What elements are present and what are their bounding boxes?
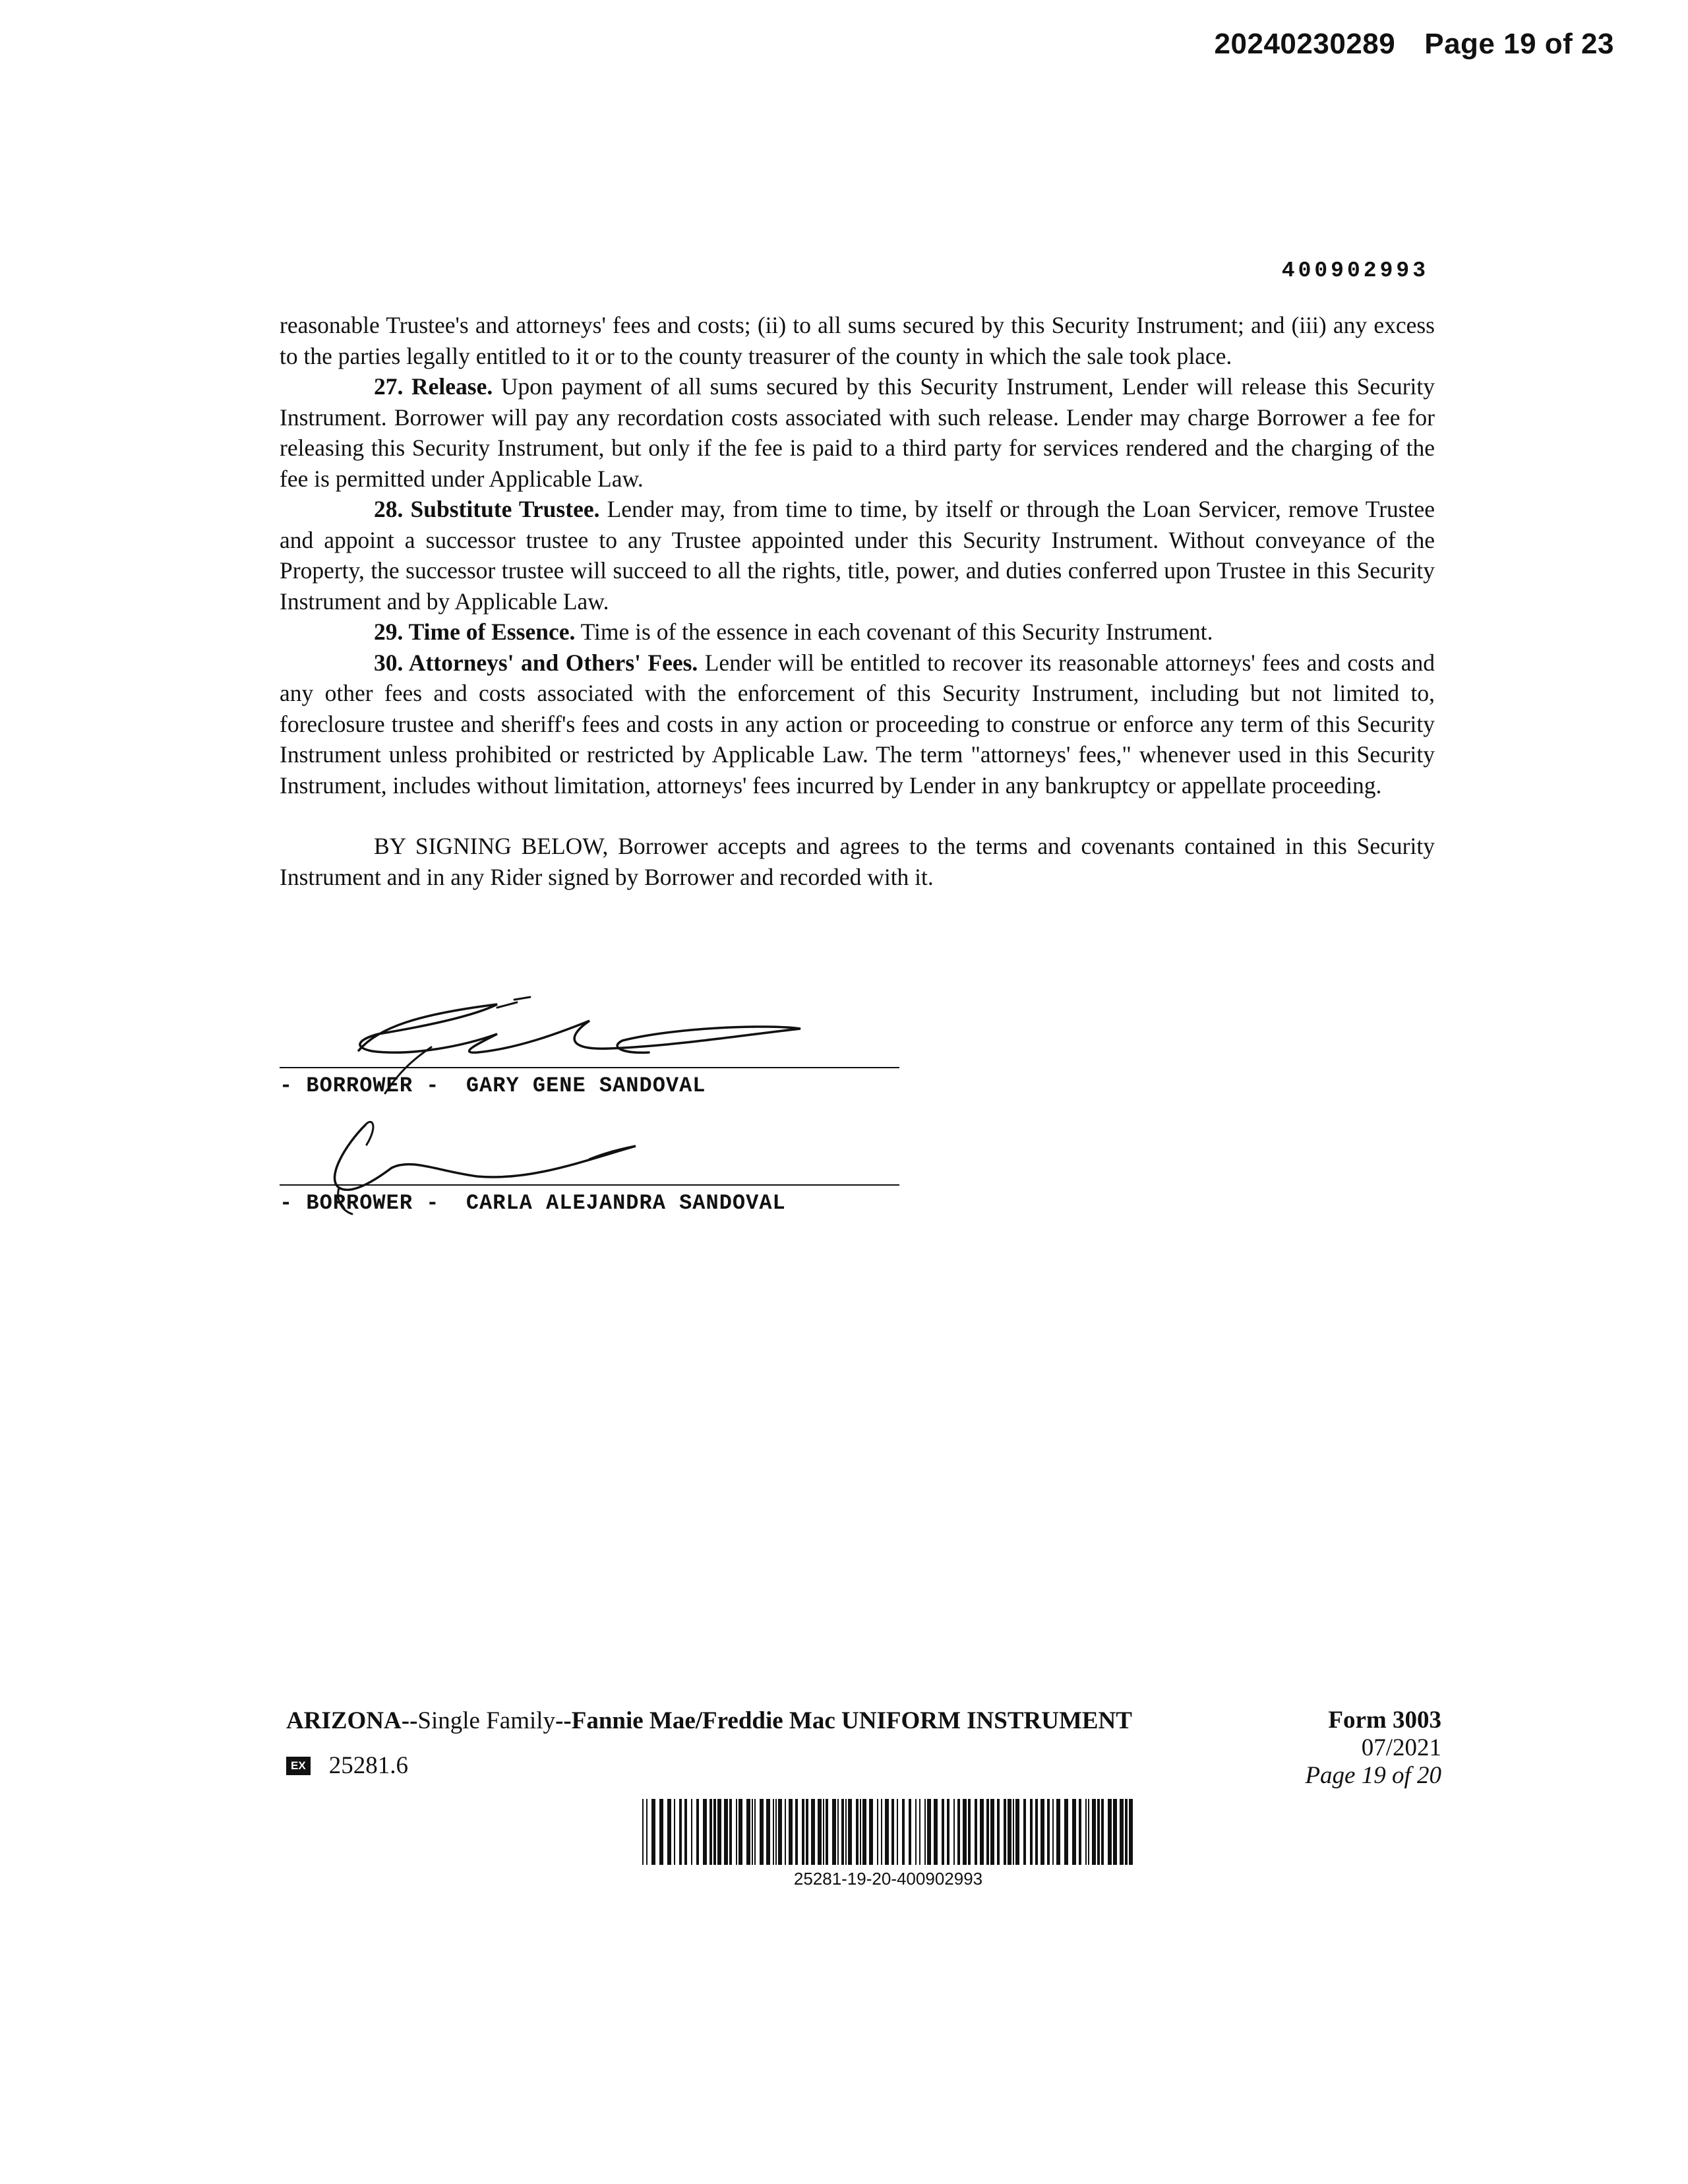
handwritten-signature-carla [280,1105,899,1184]
footer-state: ARIZONA [286,1707,402,1734]
footer-separator: -- [555,1707,572,1734]
section-28-substitute-trustee [280,494,1435,617]
handwritten-signature-gary [280,988,899,1067]
footer-instrument-title [286,1707,1132,1735]
barcode [642,1799,1134,1889]
loan-number: 400902993 [1281,258,1429,283]
signature-block-borrower-2 [280,1105,899,1215]
recording-number: 20240230289 [1214,28,1396,60]
section-29-text: Time is of the essence in each covenant of this Security Instrument. [575,619,1213,645]
footer-form-info [1305,1707,1441,1790]
signature-area [280,988,899,1067]
section-29-heading: 29. Time of Essence. [374,619,576,645]
section-30-attorneys-fees [280,648,1435,801]
footer-doc-code [286,1751,408,1780]
section-27-heading: 27. Release. [374,373,493,400]
recording-page-label: Page 19 of 23 [1424,28,1614,60]
signature-area [280,1105,899,1184]
footer-separator: -- [401,1707,418,1734]
signature-label-borrower-1: - BORROWER - GARY GENE SANDOVAL [280,1074,706,1098]
signature-block-borrower-1 [280,988,899,1098]
section-29-time-of-essence [280,617,1435,648]
barcode-text: 25281-19-20-400902993 [793,1869,983,1889]
form-page: Page 19 of 20 [1305,1762,1441,1789]
doc-code: 25281.6 [328,1752,408,1779]
signature-label-borrower-2: - BORROWER - CARLA ALEJANDRA SANDOVAL [280,1191,786,1215]
footer-instrument: Fannie Mae/Freddie Mac UNIFORM INSTRUMENT [571,1707,1132,1734]
section-28-heading: 28. Substitute Trustee. [374,496,600,522]
footer-family: Single Family [417,1707,556,1734]
section-27-release [280,371,1435,494]
ex-badge-icon: EX [286,1757,311,1775]
form-name: Form 3003 [1328,1707,1441,1734]
barcode-icon [642,1799,1134,1865]
document-body [280,310,1435,892]
signature-line [280,1067,899,1068]
section-28-text: Lender may, from time to time, by itself or through the Loan Servicer, remove Trustee and appoint a successor trustee to any Trustee appointed under this Security Instrument. Without conveyance of the Property, the successor trustee will succeed to all the rights, title, power, and duties conferred upon Trustee in this Security Instrument and by Applicable Law. [280,496,1435,615]
recording-header [1215,28,1614,61]
section-30-text: Lender will be entitled to recover its reasonable attorneys' fees and costs and any other fees and costs associated with the enforcement of this Security Instrument, including but not limited to, foreclosure trustee and sheriff's fees and costs in any action or proceeding to construe or enforce any term of this Security Instrument unless prohibited or restricted by Applicable Law. The term "attorneys' fees," whenever used in this Security Instrument, includes without limitation, attorneys' fees incurred by Lender in any bankruptcy or appellate proceeding. [280,649,1435,799]
section-27-text: Upon payment of all sums secured by this Security Instrument, Lender will release this Security Instrument. Borrower will pay any recordation costs associated with such release. Lender may charge Borrower a fee for releasing this Security Instrument, but only if the fee is paid to a third party for services rendered and the charging of the fee is permitted under Applicable Law. [280,373,1435,492]
form-date: 07/2021 [1361,1734,1441,1761]
signing-statement: BY SIGNING BELOW, Borrower accepts and agrees to the terms and covenants contained in this Security Instrument and in any Rider signed by Borrower and recorded with it. [280,833,1435,890]
section-30-heading: 30. Attorneys' and Others' Fees. [374,649,698,676]
signature-line [280,1184,899,1186]
continuation-paragraph: reasonable Trustee's and attorneys' fees and costs; (ii) to all sums secured by this Security Instrument; and (iii) any excess to the parties legally entitled to it or to the county treasurer of the county in which the sale took place. [280,312,1435,369]
